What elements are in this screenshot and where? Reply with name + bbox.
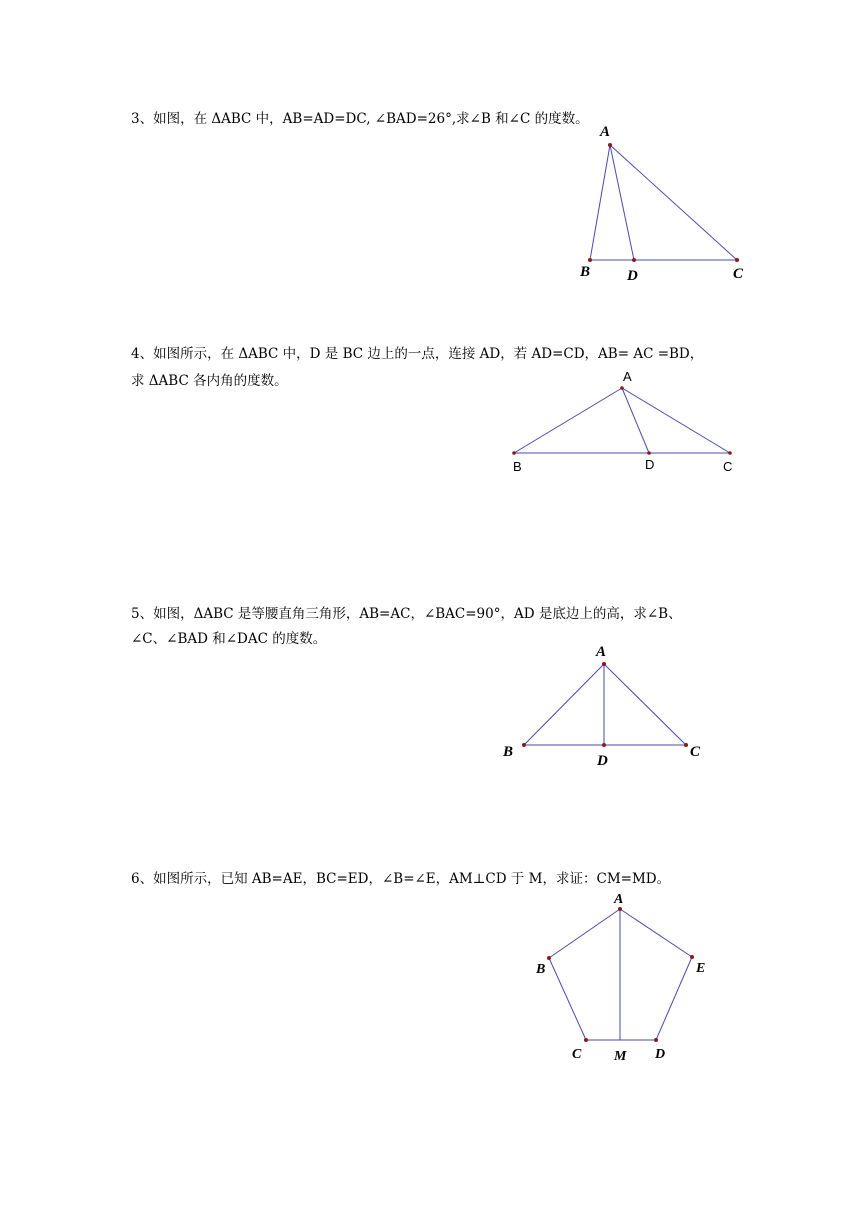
problem-3-text: 3、如图，在 ΔABC 中，AB=AD=DC, ∠BAD=26°,求∠B 和∠C 的度数。 — [131, 111, 589, 127]
problem-4-text-line-1: 4、如图所示，在 ΔABC 中，D 是 BC 边上的一点，连接 AD，若 AD=CD，AB= AC =BD， — [131, 346, 704, 362]
segment-ed — [656, 957, 692, 1040]
label-a: A — [623, 369, 632, 384]
label-c: C — [733, 266, 744, 282]
segment-ab — [549, 909, 620, 958]
point-a — [618, 907, 622, 911]
label-b: B — [513, 459, 522, 474]
label-m: M — [614, 1049, 627, 1064]
label-b: B — [536, 962, 546, 977]
label-a: A — [600, 124, 611, 140]
problem-5-text-line-1: 5、如图，ΔABC 是等腰直角三角形，AB=AC，∠BAC=90°，AD 是底边上的高，求∠B、 — [131, 606, 682, 622]
problem-4-text-line-2: 求 ΔABC 各内角的度数。 — [131, 373, 288, 389]
label-d: D — [655, 1047, 666, 1062]
label-d: D — [627, 268, 638, 284]
point-e — [690, 955, 694, 959]
label-b: B — [503, 744, 514, 760]
point-c — [584, 1038, 588, 1042]
label-d: D — [597, 753, 608, 769]
label-c: C — [572, 1047, 582, 1062]
point-b — [547, 956, 551, 960]
label-a: A — [596, 644, 607, 660]
label-e: E — [696, 961, 706, 976]
label-b: B — [580, 264, 591, 280]
problem-5-text-line-2: ∠C、∠BAD 和∠DAC 的度数。 — [131, 631, 327, 647]
label-d: D — [645, 457, 655, 472]
segment-bc — [549, 958, 586, 1040]
label-c: C — [723, 459, 733, 474]
point-d — [654, 1038, 658, 1042]
problem-6-text: 6、如图所示，已知 AB=AE，BC=ED，∠B=∠E，AM⊥CD 于 M，求证：CM=MD。 — [131, 871, 671, 887]
segment-ae — [620, 909, 692, 957]
label-c: C — [690, 744, 701, 760]
label-a: A — [614, 892, 624, 907]
